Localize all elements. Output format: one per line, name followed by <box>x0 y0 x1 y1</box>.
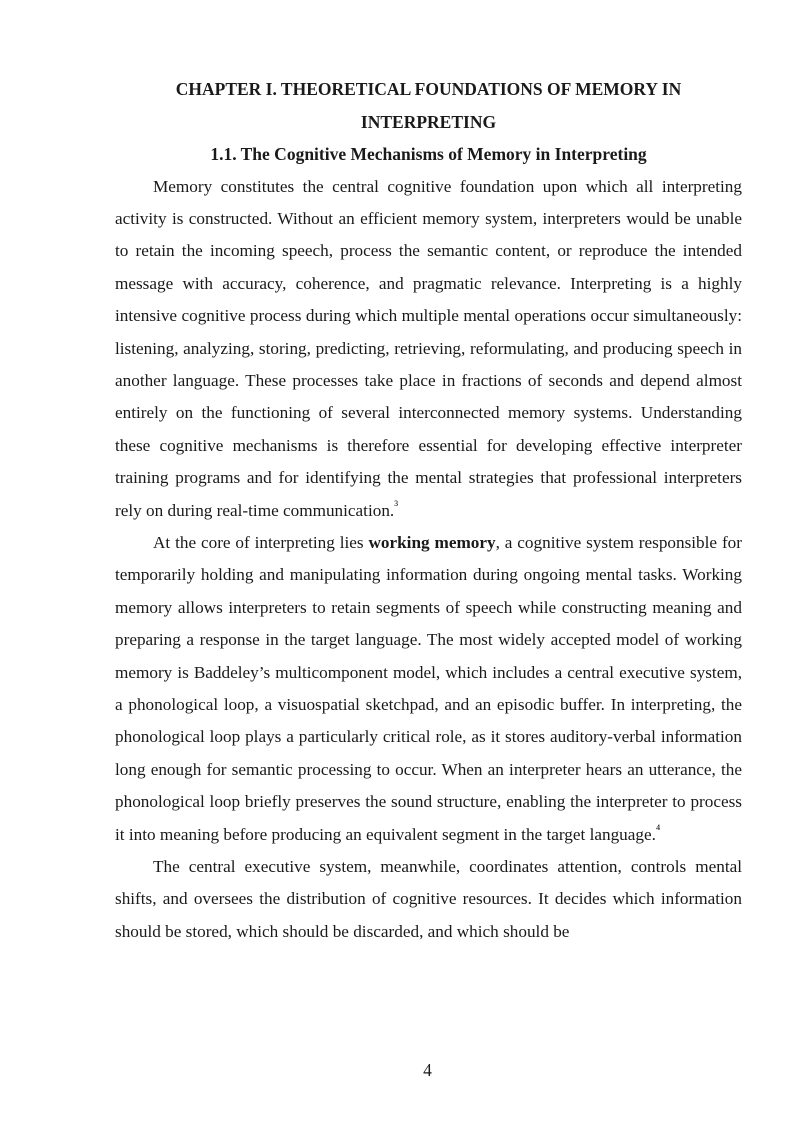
chapter-title: CHAPTER I. THEORETICAL FOUNDATIONS OF MEMORY IN INTERPRETING <box>175 79 682 132</box>
section-title: 1.1. The Cognitive Mechanisms of Memory in Interpreting <box>210 144 647 164</box>
paragraph-1-text: Memory constitutes the central cognitive foundation upon which all interpreting activity is constructed. Without an efficient memory system, interpreters would be unable to retain the incoming speech, process the semantic content, or reproduce the intended message with accuracy, coherence, and pragmatic relevance. Interpreting is a highly intensive cognitive process during which multiple mental operations occur simultaneously: listening, analyzing, storing, predicting, retrieving, reformulating, and producing speech in another language. These processes take place in fractions of seconds and depend almost entirely on the functioning of several interconnected memory systems. Understanding these cognitive mechanisms is therefore essential for developing effective interpreter training programs and for identifying the mental strategies that professional interpreters rely on during real-time communication. <box>115 176 742 520</box>
page-content <box>115 73 742 948</box>
page-number: 4 <box>423 1060 432 1080</box>
paragraph-2-text-after: , a cognitive system responsible for temporarily holding and manipulating information during ongoing mental tasks. Working memory allows interpreters to retain segments of speech while constructing meaning and preparing a response in the target language. The most widely accepted model of working memory is Baddeley’s multicomponent model, which includes a central executive system, a phonological loop, a visuospatial sketchpad, and an episodic buffer. In interpreting, the phonological loop plays a particularly critical role, as it stores auditory-verbal information long enough for semantic processing to occur. When an interpreter hears an utterance, the phonological loop briefly preserves the sound structure, enabling the interpreter to process it into meaning before producing an equivalent segment in the target language. <box>115 532 742 844</box>
paragraph-3 <box>115 851 742 948</box>
working-memory-term: working memory <box>368 532 496 552</box>
paragraph-3-text: The central executive system, meanwhile, coordinates attention, controls mental shifts, and oversees the distribution of cognitive resources. It decides which information should be stored, which should be discarded, and which should be <box>115 857 742 941</box>
footnote-ref-4: ⁴ <box>655 821 661 836</box>
paragraph-2 <box>115 527 742 851</box>
footnote-ref-3: ³ <box>394 497 399 512</box>
paragraph-1 <box>115 171 742 527</box>
paragraph-2-text-before: At the core of interpreting lies <box>153 532 369 552</box>
